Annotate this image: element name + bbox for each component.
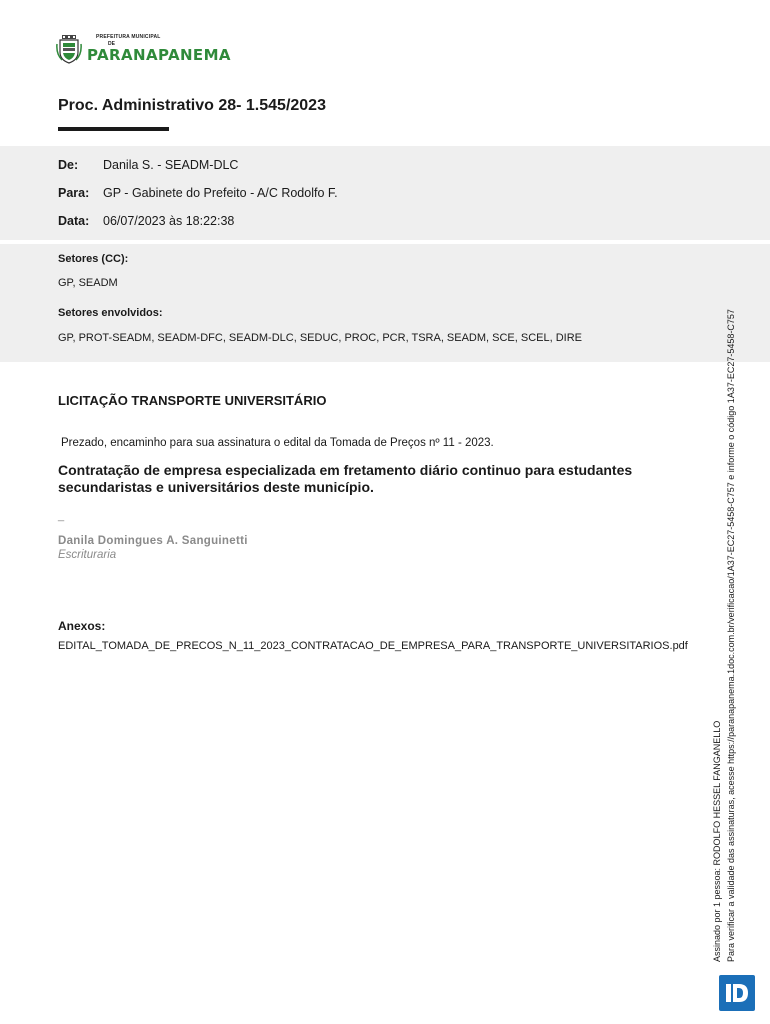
to-value: GP - Gabinete do Prefeito - A/C Rodolfo F.	[103, 186, 338, 200]
logo-de-text: DE	[108, 41, 115, 47]
annexes-label: Anexos:	[58, 619, 106, 633]
logo-top-text: PREFEITURA MUNICIPAL	[96, 34, 161, 40]
municipal-logo	[56, 34, 231, 68]
to-row	[58, 186, 338, 200]
title-underline	[58, 127, 169, 131]
municipal-crest-icon	[56, 34, 82, 64]
1doc-logo-icon	[719, 975, 755, 1011]
subject-heading: LICITAÇÃO TRANSPORTE UNIVERSITÁRIO	[58, 393, 327, 408]
signed-by-text: Assinado por 1 pessoa: RODOLFO HESSEL FANGANELLO	[712, 720, 722, 962]
annex-file-link[interactable]: EDITAL_TOMADA_DE_PRECOS_N_11_2023_CONTRATACAO_DE_EMPRESA_PARA_TRANSPORTE_UNIVERSITARIOS.pdf	[58, 640, 688, 652]
signature-separator: _	[58, 510, 65, 522]
body-text: Contratação de empresa especializada em fretamento diário continuo para estudantes secundaristas e universitários deste município.	[58, 462, 633, 495]
from-value: Danila S. - SEADM-DLC	[103, 158, 239, 172]
to-label: Para:	[58, 186, 90, 200]
date-row	[58, 214, 234, 228]
from-row	[58, 158, 238, 172]
page-title: Proc. Administrativo 28- 1.545/2023	[58, 97, 326, 114]
from-label: De:	[58, 158, 79, 172]
date-value: 06/07/2023 às 18:22:38	[103, 214, 235, 228]
logo-city-name: PARANAPANEMA	[87, 46, 231, 64]
involved-sectors-label: Setores envolvidos:	[58, 307, 163, 319]
signer-name: Danila Domingues A. Sanguinetti	[58, 535, 248, 547]
greeting-text: Prezado, encaminho para sua assinatura o edital da Tomada de Preços nº 11 - 2023.	[61, 437, 494, 449]
cc-sectors-value: GP, SEADM	[58, 277, 118, 289]
verification-text: Para verificar a validade das assinaturas, acesse https://paranapanema.1doc.com.br/verificacao/1A37-EC27-5458-C757 e informe o código 1A37-EC27-5458-C757	[726, 309, 736, 962]
cc-sectors-label: Setores (CC):	[58, 253, 129, 265]
involved-sectors-value: GP, PROT-SEADM, SEADM-DFC, SEADM-DLC, SEDUC, PROC, PCR, TSRA, SEADM, SCE, SCEL, DIRE	[58, 332, 583, 344]
signer-role: Escrituraria	[58, 549, 117, 561]
date-label: Data:	[58, 214, 90, 228]
